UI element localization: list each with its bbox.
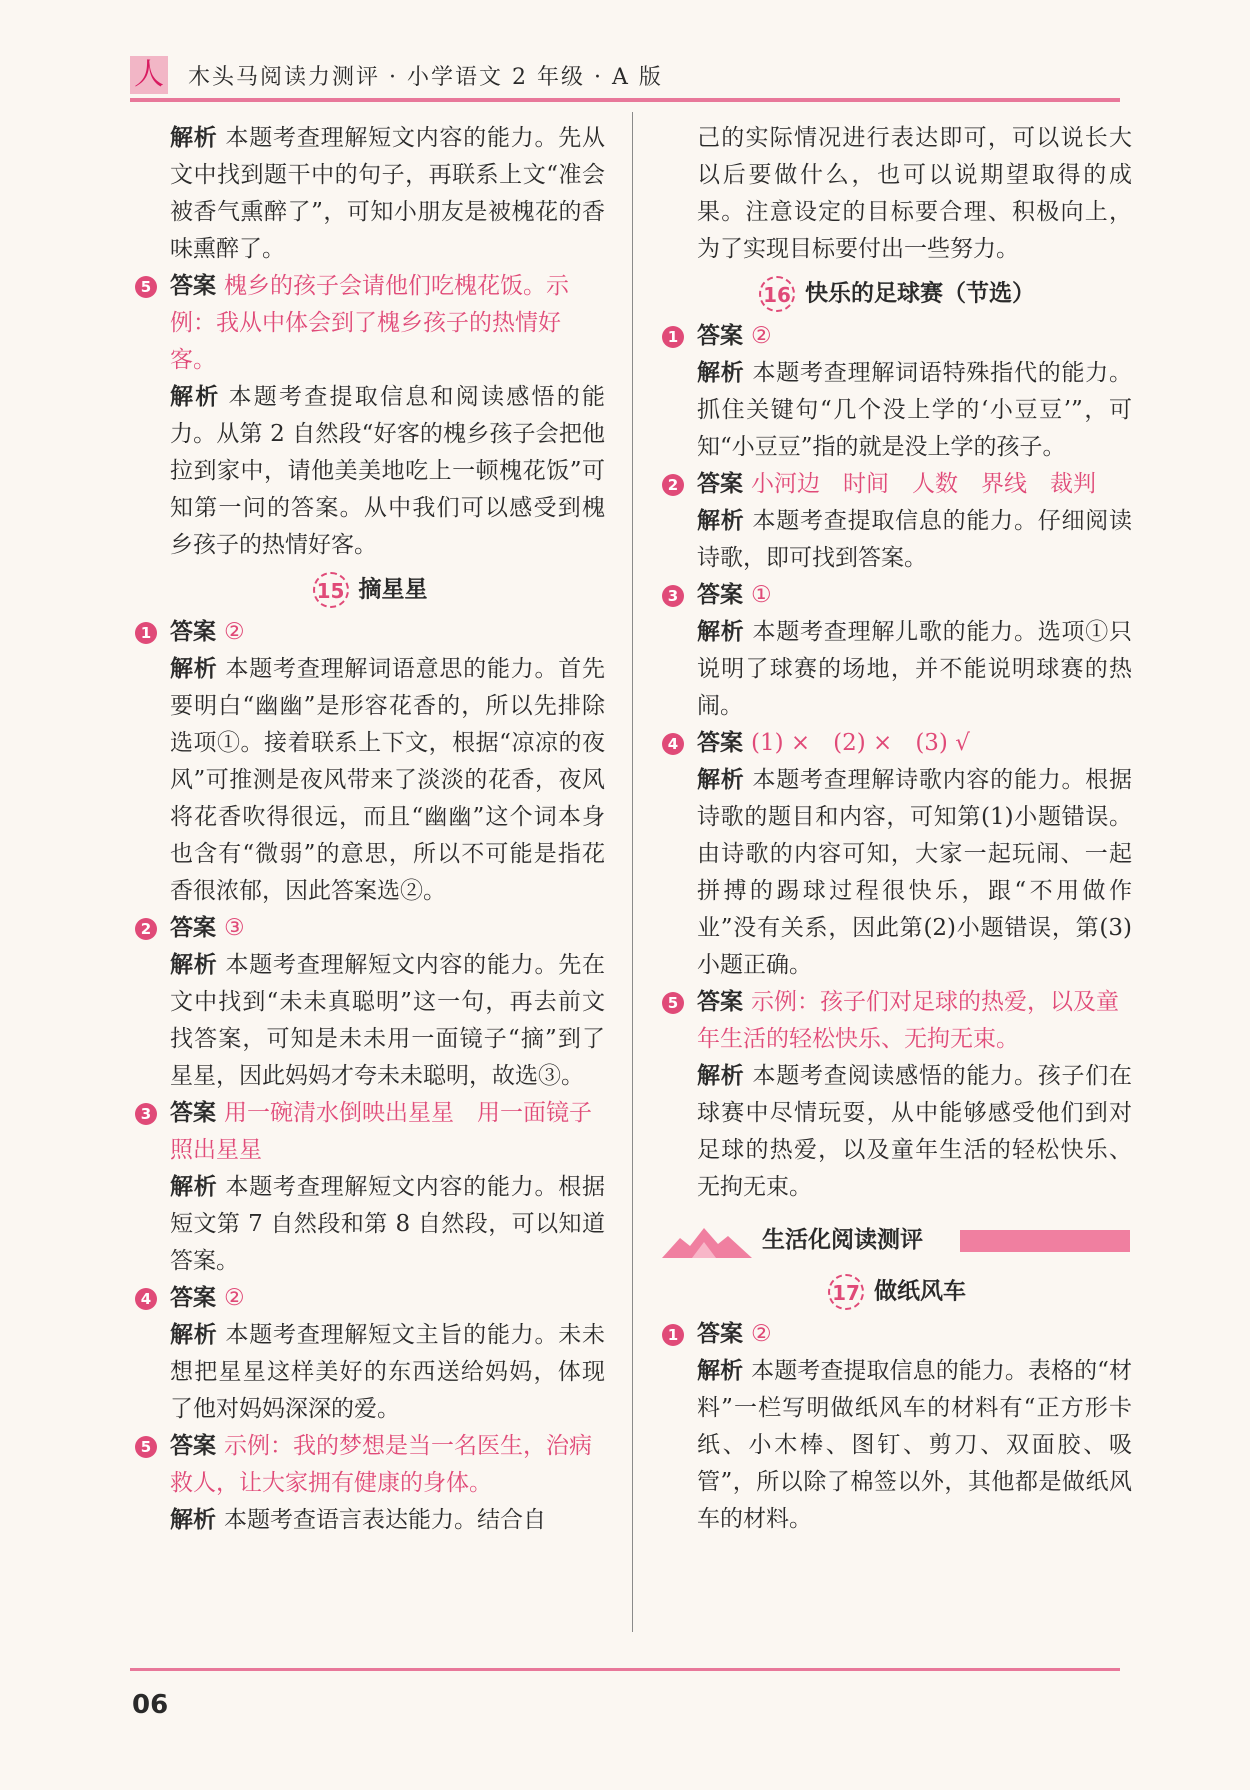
page-header bbox=[130, 52, 1120, 102]
answer-text: ② bbox=[751, 323, 772, 349]
question-number: 5 bbox=[135, 1436, 157, 1458]
question-4 bbox=[662, 725, 1132, 762]
analysis-label: 解析 bbox=[697, 619, 745, 645]
question-number: 2 bbox=[662, 474, 684, 496]
answer-label: 答案 bbox=[170, 619, 216, 645]
answer-label: 答案 bbox=[697, 582, 743, 608]
section-heading-17 bbox=[662, 1270, 1132, 1312]
question-5 bbox=[135, 1428, 605, 1502]
question-number: 5 bbox=[662, 992, 684, 1014]
analysis-label: 解析 bbox=[697, 1063, 745, 1089]
analysis-text: 本题考查理解短文内容的能力。先从文中找到题干中的句子，再联系上文“准会被香气熏醉了”，可知小朋友是被槐花的香味熏醉了。 bbox=[170, 125, 606, 262]
answer-text: ② bbox=[751, 1321, 772, 1347]
analysis-block bbox=[135, 1169, 605, 1280]
answer-text: ③ bbox=[224, 915, 245, 941]
answer-label: 答案 bbox=[697, 730, 743, 756]
answer-label: 答案 bbox=[170, 273, 216, 299]
analysis-label: 解析 bbox=[170, 1507, 216, 1533]
left-column bbox=[135, 120, 605, 1539]
analysis-text: 本题考查提取信息的能力。表格的“材料”一栏写明做纸风车的材料有“正方形卡纸、小木棒、图钉、剪刀、双面胶、吸管”，所以除了棉签以外，其他都是做纸风车的材料。 bbox=[697, 1358, 1132, 1532]
answer-label: 答案 bbox=[697, 471, 743, 497]
question-1 bbox=[662, 318, 1132, 355]
analysis-text: 本题考查理解短文内容的能力。先在文中找到“未未真聪明”这一句，再去前文找答案，可知是未未用一面镜子“摘”到了星星，因此妈妈才夸未未聪明，故选③。 bbox=[170, 952, 606, 1089]
right-column bbox=[662, 120, 1132, 1538]
answer-text: 用一碗清水倒映出星星 用一面镜子照出星星 bbox=[170, 1100, 592, 1163]
continued-analysis: 己的实际情况进行表达即可，可以说长大以后要做什么，也可以说期望取得的成果。注意设定的目标要合理、积极向上，为了实现目标要付出一些努力。 bbox=[697, 125, 1132, 262]
answer-label: 答案 bbox=[170, 1433, 216, 1459]
analysis-text: 本题考查阅读感悟的能力。孩子们在球赛中尽情玩耍，从中能够感受他们到对足球的热爱，以及童年生活的轻松快乐、无拘无束。 bbox=[697, 1063, 1133, 1200]
question-number: 1 bbox=[135, 622, 157, 644]
question-number: 4 bbox=[662, 733, 684, 755]
question-number: 3 bbox=[662, 585, 684, 607]
analysis-label: 解析 bbox=[170, 1322, 218, 1348]
analysis-label: 解析 bbox=[697, 1358, 744, 1384]
banner-bar bbox=[960, 1230, 1130, 1252]
answer-text: 示例：孩子们对足球的热爱，以及童年生活的轻松快乐、无拘无束。 bbox=[697, 989, 1119, 1052]
mountain-icon bbox=[662, 1224, 752, 1258]
section-number: 16 bbox=[759, 276, 795, 312]
analysis-label: 解析 bbox=[170, 384, 221, 410]
answer-label: 答案 bbox=[170, 1285, 216, 1311]
question-3 bbox=[662, 577, 1132, 614]
question-number: 5 bbox=[135, 276, 157, 298]
analysis-label: 解析 bbox=[170, 125, 218, 151]
section-title: 摘星星 bbox=[358, 576, 428, 603]
analysis-block bbox=[662, 1353, 1132, 1538]
answer-label: 答案 bbox=[170, 915, 216, 941]
column-divider bbox=[632, 112, 633, 1632]
analysis-label: 解析 bbox=[170, 952, 218, 978]
answer-text: 示例：我的梦想是当一名医生，治病救人，让大家拥有健康的身体。 bbox=[170, 1433, 592, 1496]
analysis-text: 本题考查理解诗歌内容的能力。根据诗歌的题目和内容，可知第(1)小题错误。由诗歌的内容可知，大家一起玩闹、一起拼搏的踢球过程很快乐，跟“不用做作业”没有关系，因此第(2)小题错误，第(3)小题正确。 bbox=[697, 767, 1133, 978]
section-heading-16 bbox=[662, 272, 1132, 314]
analysis-block bbox=[662, 614, 1132, 725]
question-2 bbox=[135, 910, 605, 947]
analysis-block bbox=[135, 947, 605, 1095]
answer-label: 答案 bbox=[697, 1321, 743, 1347]
header-rule bbox=[130, 98, 1120, 102]
answer-label: 答案 bbox=[697, 323, 743, 349]
analysis-block bbox=[662, 1058, 1132, 1206]
section-heading-15 bbox=[135, 568, 605, 610]
question-5 bbox=[662, 984, 1132, 1058]
analysis-text: 本题考查理解词语意思的能力。首先要明白“幽幽”是形容花香的，所以先排除选项①。接着联系上下文，根据“凉凉的夜风”可推测是夜风带来了淡淡的花香，夜风将花香吹得很远，而且“幽幽”这个词本身也含有“微弱”的意思，所以不可能是指花香很浓郁，因此答案选②。 bbox=[170, 656, 606, 904]
question-1 bbox=[135, 614, 605, 651]
analysis-text: 本题考查理解儿歌的能力。选项①只说明了球赛的场地，并不能说明球赛的热闹。 bbox=[697, 619, 1133, 719]
question-2 bbox=[662, 466, 1132, 503]
analysis-text: 本题考查理解词语特殊指代的能力。抓住关键句“几个没上学的‘小豆豆’”，可知“小豆豆”指的就是没上学的孩子。 bbox=[697, 360, 1133, 460]
question-3 bbox=[135, 1095, 605, 1169]
question-1 bbox=[662, 1316, 1132, 1353]
analysis-block bbox=[662, 762, 1132, 984]
section-number: 17 bbox=[828, 1274, 864, 1310]
section-title: 做纸风车 bbox=[874, 1278, 966, 1305]
answer-text: ② bbox=[224, 1285, 245, 1311]
banner-title: 生活化阅读测评 bbox=[762, 1227, 923, 1253]
analysis-block bbox=[135, 120, 605, 268]
analysis-text: 本题考查提取信息和阅读感悟的能力。从第 2 自然段“好客的槐乡孩子会把他拉到家中，请他美美地吃上一顿槐花饭”可知第一问的答案。从中我们可以感受到槐乡孩子的热情好客。 bbox=[170, 384, 605, 558]
analysis-text: 本题考查提取信息的能力。仔细阅读诗歌，即可找到答案。 bbox=[697, 508, 1133, 571]
question-4 bbox=[135, 1280, 605, 1317]
analysis-block bbox=[135, 651, 605, 910]
publisher-logo-icon: 人 bbox=[130, 56, 168, 94]
section-number: 15 bbox=[313, 572, 349, 608]
analysis-label: 解析 bbox=[170, 656, 218, 682]
question-number: 1 bbox=[662, 1324, 684, 1346]
analysis-label: 解析 bbox=[697, 508, 745, 534]
header-title: 木头马阅读力测评 · 小学语文 2 年级 · A 版 bbox=[188, 65, 663, 90]
answer-label: 答案 bbox=[697, 989, 743, 1015]
answer-text: 小河边 时间 人数 界线 裁判 bbox=[751, 471, 1096, 497]
footer-rule bbox=[130, 1668, 1120, 1671]
question-number: 1 bbox=[662, 326, 684, 348]
analysis-block bbox=[662, 355, 1132, 466]
answer-text: ② bbox=[224, 619, 245, 645]
analysis-block bbox=[135, 379, 605, 564]
answer-text: 槐乡的孩子会请他们吃槐花饭。示例：我从中体会到了槐乡孩子的热情好客。 bbox=[170, 273, 569, 373]
analysis-text: 本题考查理解短文内容的能力。根据短文第 7 自然段和第 8 自然段，可以知道答案。 bbox=[170, 1174, 606, 1274]
analysis-label: 解析 bbox=[170, 1174, 218, 1200]
analysis-block bbox=[662, 503, 1132, 577]
analysis-block bbox=[135, 1317, 605, 1428]
analysis-block bbox=[135, 1502, 605, 1539]
analysis-text: 本题考查理解短文主旨的能力。未未想把星星这样美好的东西送给妈妈，体现了他对妈妈深深的爱。 bbox=[170, 1322, 606, 1422]
question-number: 3 bbox=[135, 1103, 157, 1125]
analysis-text: 本题考查语言表达能力。结合自 bbox=[224, 1507, 546, 1533]
answer-label: 答案 bbox=[170, 1100, 216, 1126]
page-number: 06 bbox=[132, 1690, 169, 1720]
analysis-label: 解析 bbox=[697, 360, 745, 386]
section-title: 快乐的足球赛（节选） bbox=[805, 280, 1035, 307]
section-banner bbox=[662, 1218, 1132, 1262]
answer-text: (1) × (2) × (3) √ bbox=[751, 730, 970, 756]
analysis-label: 解析 bbox=[697, 767, 745, 793]
answer-text: ① bbox=[751, 582, 772, 608]
question-number: 4 bbox=[135, 1288, 157, 1310]
question-number: 2 bbox=[135, 918, 157, 940]
question-5 bbox=[135, 268, 605, 379]
